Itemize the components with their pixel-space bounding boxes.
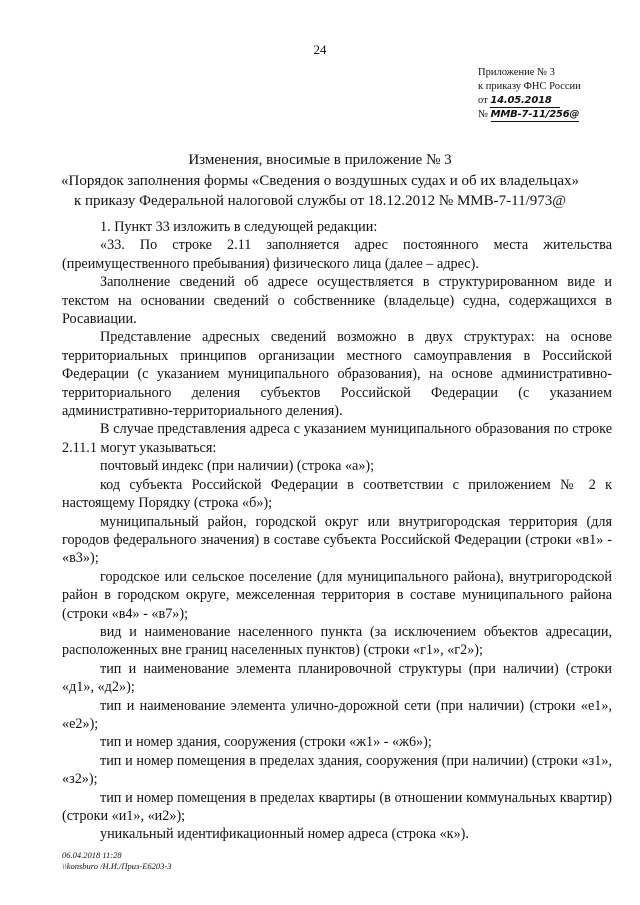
file-footer: [62, 850, 171, 872]
annex-title: Приложение № 3: [478, 67, 555, 78]
heading-line: к приказу Федеральной налоговой службы от 18.12.2012 № ММВ-7-11/973@: [73, 193, 567, 209]
paragraph: Заполнение сведений об адресе осуществляется в структурированном виде и текстом на основании сведений о собственнике (владельце) судна, содержащихся в Росавиации.: [62, 274, 612, 328]
paragraph: «33. По строке 2.11 заполняется адрес постоянного места жительства (преимущественного пребывания) физического лица (далее – адрес).: [62, 237, 612, 272]
paragraph: городское или сельское поселение (для муниципального района), внутригородской район в городском округе, межселенная территория в составе муниципального района (строки «в4» - «в7»);: [62, 568, 612, 622]
paragraph: тип и номер здания, сооружения (строки «ж1» - «ж6»);: [100, 734, 432, 751]
paragraph: почтовый индекс (при наличии) (строка «а»);: [100, 458, 375, 475]
paragraph: муниципальный район, городской округ или внутригородская территория (для городов федерального значения) в составе субъекта Российской Федерации (строки «в1» - «в3»);: [62, 513, 612, 567]
paragraph: тип и наименование элемента улично-дорожной сети (при наличии) (строки «е1», «е2»);: [62, 697, 612, 732]
page-number: 24: [313, 42, 327, 57]
heading-line: Изменения, вносимые в приложение № 3: [188, 152, 452, 168]
annex-date-handwritten: 14.05.2018: [490, 95, 560, 108]
annex-number-handwritten: ММВ-7-11/256@: [490, 109, 580, 120]
paragraph: 1. Пункт 33 изложить в следующей редакции:: [100, 219, 378, 235]
document-heading: [40, 150, 600, 212]
annex-date-line: [478, 94, 628, 108]
annex-number-line: [478, 108, 628, 122]
annex-number-prefix: №: [478, 109, 489, 120]
footer-filepath: \\konsburo /Н.И./Приз-Е6203-3: [62, 861, 172, 871]
annex-date-prefix: от: [478, 95, 488, 106]
paragraph: уникальный идентификационный номер адреса (строка «к»).: [100, 826, 469, 843]
paragraph: Представление адресных сведений возможно в двух структурах: на основе территориальных принципов организации местного самоуправления в Российской Федерации (с указанием муниципального образования), на основе административно-территориального деления субъектов Российской Федерации (с указанием административно-территориального деления).: [62, 329, 612, 420]
document-body: [62, 218, 612, 844]
annex-order: к приказу ФНС России: [478, 81, 581, 92]
paragraph: тип и наименование элемента планировочной структуры (при наличии) (строки «д1», «д2»);: [62, 660, 612, 696]
paragraph: вид и наименование населенного пункта (за исключением объектов адресации, расположенных вне границ населенных пунктов) (строки «г1», «г2»);: [62, 623, 612, 659]
annex-block: [478, 66, 628, 122]
paragraph: тип и номер помещения в пределах здания, сооружения (при наличии) (строки «з1», «з2»);: [62, 752, 612, 788]
heading-line: «Порядок заполнения формы «Сведения о воздушных судах и об их владельцах»: [61, 172, 579, 189]
paragraph: код субъекта Российской Федерации в соответствии с приложением № 2 к настоящему Порядку (строка «б»);: [62, 476, 612, 512]
footer-timestamp: 06.04.2018 11:28: [62, 850, 122, 860]
paragraph: В случае представления адреса с указанием муниципального образования по строке 2.11.1 могут указываться:: [62, 421, 612, 456]
paragraph: тип и номер помещения в пределах квартиры (в отношении коммунальных квартир) (строки «и1», «и2»);: [62, 789, 612, 824]
